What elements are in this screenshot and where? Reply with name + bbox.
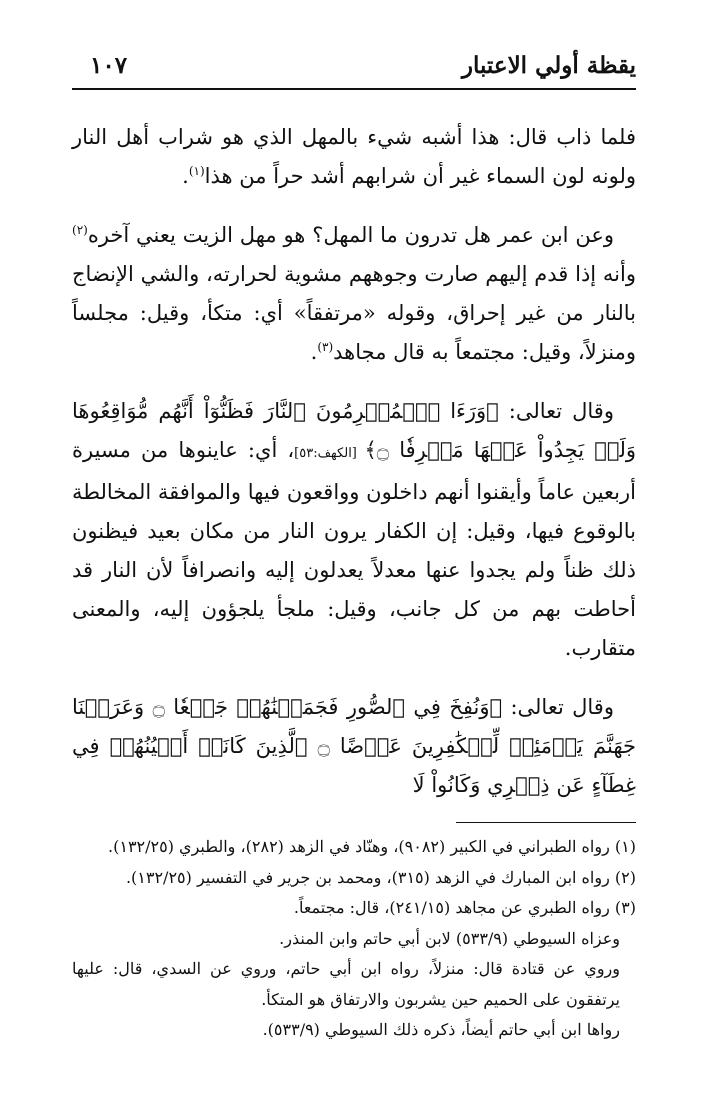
paragraph-1 xyxy=(72,118,636,196)
paragraph-2 xyxy=(72,216,636,372)
footnote-ref-2: (٢) xyxy=(72,223,88,237)
paragraph-3 xyxy=(72,392,636,668)
footnote-ref-1: (١) xyxy=(188,164,205,178)
running-header xyxy=(72,52,636,88)
running-title: يقظة أولي الاعتبار xyxy=(461,52,636,79)
footnote-ref-3: (٣) xyxy=(317,340,334,354)
quran-verse-2: ﴿وَنُفِخَ فِي ٱلصُّورِ فَجَمَعۡنَٰهُمۡ جَمۡعٗا ۝ وَعَرَضۡنَا جَهَنَّمَ يَوۡمَئِذٖ لِّلۡكَٰفِرِينَ عَرۡضًا ۝ ٱلَّذِينَ كَانَتۡ أَعۡيُنُهُمۡ فِي غِطَآءٍ عَن ذِكۡرِي وَكَانُواْ لَا xyxy=(72,695,637,797)
footnotes xyxy=(72,832,636,1046)
footnote-separator xyxy=(456,822,636,823)
paragraph-2-text-a: وعن ابن عمر هل تدرون ما المهل؟ هو مهل الزيت يعني آخره xyxy=(87,223,614,247)
footnote-3-continuation-3: رواها ابن أبي حاتم أيضاً، ذكره ذلك السيوطي (٥٣٣/٩). xyxy=(262,1020,620,1039)
paragraph-2-text-b: وأنه إذا قدم إليهم صارت وجوههم مشوية لحرارته، والشي الإنضاج بالنار من غير إحراق، وقوله «مرتفقاً» أي: متكأ، وقيل: مجلساً ومنزلاً، وقيل: مجتمعاً به قال مجاهد xyxy=(72,262,636,364)
verse-reference: [الكهف:٥٣] xyxy=(294,446,365,461)
paragraph-1-end: . xyxy=(182,164,189,188)
footnote-1: (١) رواه الطبراني في الكبير (٩٠٨٢)، وهنّاد في الزهد (٢٨٢)، والطبري (١٣٢/٢٥). xyxy=(108,837,636,856)
footnote-2: (٢) رواه ابن المبارك في الزهد (٣١٥)، ومحمد بن جرير في التفسير (١٣٢/٢٥). xyxy=(125,867,636,887)
page-number: ١٠٧ xyxy=(90,52,128,79)
footnote-3: (٣) رواه الطبري عن مجاهد (٢٤١/١٥)، قال: مجتمعاً. xyxy=(293,898,636,917)
header-rule xyxy=(72,88,636,90)
paragraph-4-intro: وقال تعالى: xyxy=(502,695,614,719)
paragraph-3-text: ، أي: عاينوها من مسيرة أربعين عاماً وأيقنوا أنهم داخلون وواقعون فيها والموافقة المخالطة بالوقوع فيها، وقيل: إن الكفار يرون النار من مكان بعيد فيظنون ذلك ظناً ولم يجدوا عنها معدلاً يعدلون إليه وانصرافاً لأن النار قد أحاطت بهم من كل جانب، وقيل: ملجأ يلجؤون إليه، والمعنى متقارب. xyxy=(72,438,636,660)
footnote-3-continuation-1: وعزاه السيوطي (٥٣٣/٩) لابن أبي حاتم وابن المنذر. xyxy=(279,928,620,948)
quran-verse-1: ﴿وَرَءَا ٱلۡمُجۡرِمُونَ ٱلنَّارَ فَظَنُّوٓاْ أَنَّهُم مُّوَاقِعُوهَا وَلَمۡ يَجِدُواْ عَنۡهَا مَصۡرِفٗا ۝﴾ xyxy=(72,399,636,462)
footnote-3-continuation-2: وروي عن قتادة قال: منزلاً، رواه ابن أبي حاتم، وروي عن السدي، قال: عليها يرتفقون على الحميم حين يشربون والارتفاق هو المتكأ. xyxy=(72,959,620,1009)
paragraph-1-text: فلما ذاب قال: هذا أشبه شيء بالمهل الذي هو شراب أهل النار ولونه لون السماء غير أن شرابهم أشد حراً من هذا xyxy=(72,125,636,188)
paragraph-2-end: . xyxy=(310,340,318,364)
paragraph-3-intro: وقال تعالى: xyxy=(498,399,614,423)
main-text xyxy=(72,118,636,825)
paragraph-4 xyxy=(72,688,636,805)
